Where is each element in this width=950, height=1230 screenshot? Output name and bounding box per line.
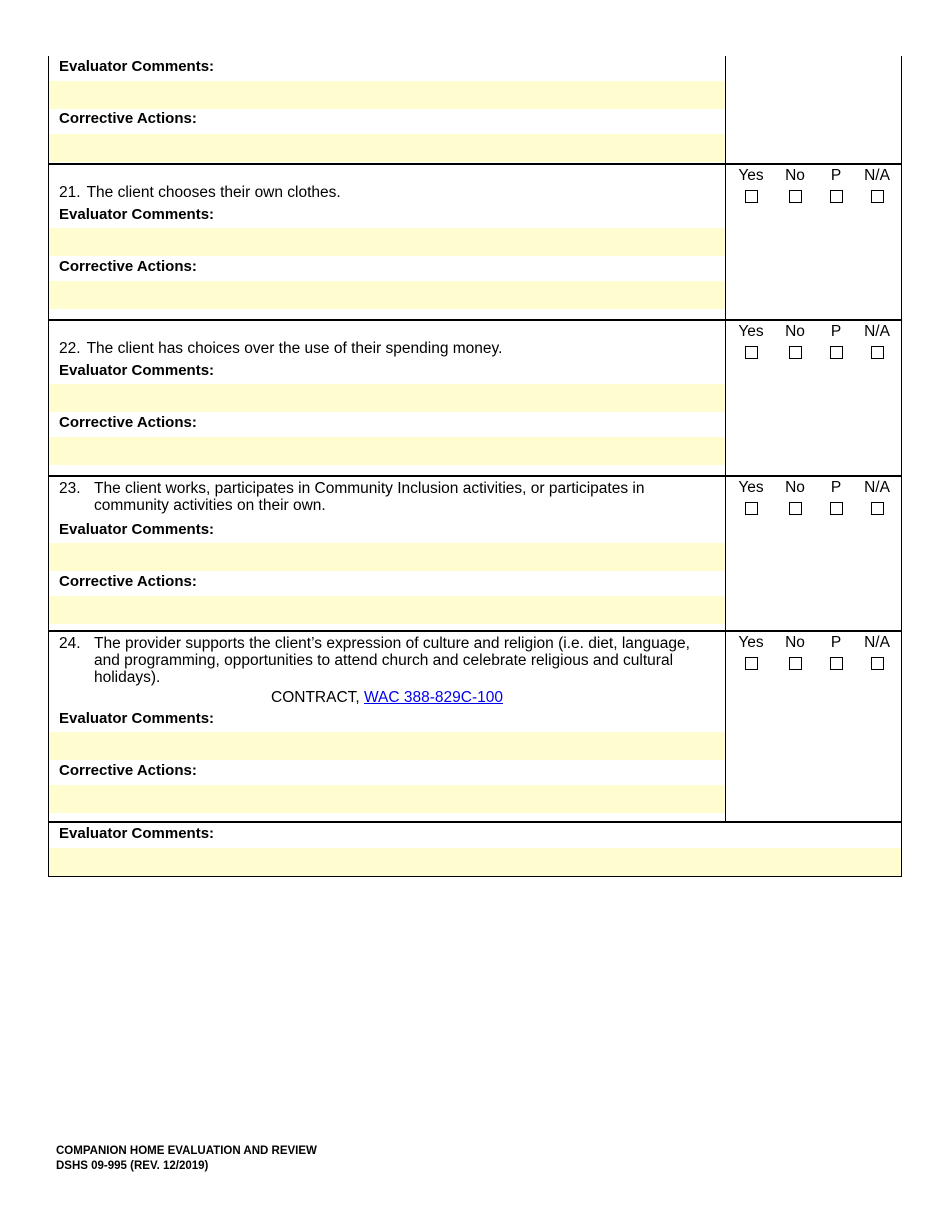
- option-na-label: N/A: [864, 634, 890, 651]
- na-checkbox[interactable]: [871, 346, 884, 359]
- evaluator-comments-label: Evaluator Comments:: [59, 362, 215, 379]
- final-evaluator-comments-field[interactable]: [49, 848, 901, 876]
- p-checkbox[interactable]: [830, 657, 843, 670]
- corrective-actions-field[interactable]: [49, 596, 725, 624]
- question-22: [48, 319, 902, 475]
- evaluator-comments-field[interactable]: [49, 384, 725, 412]
- na-checkbox[interactable]: [871, 657, 884, 670]
- question-24: [48, 630, 902, 821]
- evaluator-comments-label: Evaluator Comments:: [59, 206, 215, 223]
- evaluator-comments-label: Evaluator Comments:: [59, 710, 215, 727]
- p-checkbox[interactable]: [830, 502, 843, 515]
- option-na-label: N/A: [864, 167, 890, 184]
- corrective-actions-field[interactable]: [49, 134, 725, 162]
- option-yes-label: Yes: [738, 479, 764, 496]
- yes-checkbox[interactable]: [745, 190, 758, 203]
- reference-prefix: CONTRACT,: [271, 689, 364, 706]
- form-title: COMPANION HOME EVALUATION AND REVIEW: [56, 1145, 317, 1157]
- option-na-label: N/A: [864, 479, 890, 496]
- option-no-label: No: [785, 479, 805, 496]
- option-yes-label: Yes: [738, 634, 764, 651]
- corrective-actions-field[interactable]: [49, 437, 725, 465]
- yes-checkbox[interactable]: [745, 346, 758, 359]
- option-na-label: N/A: [864, 323, 890, 340]
- option-p-label: P: [830, 634, 842, 651]
- evaluator-comments-field[interactable]: [49, 228, 725, 256]
- no-checkbox[interactable]: [789, 657, 802, 670]
- no-checkbox[interactable]: [789, 502, 802, 515]
- evaluator-comments-field[interactable]: [49, 81, 725, 109]
- evaluator-comments-label: Evaluator Comments:: [59, 825, 215, 842]
- p-checkbox[interactable]: [830, 346, 843, 359]
- question-text: The client chooses their own clothes.: [86, 184, 341, 201]
- wac-reference-link[interactable]: WAC 388-829C-100: [364, 689, 503, 706]
- option-p-label: P: [830, 323, 842, 340]
- form-number: DSHS 09-995 (REV. 12/2019): [56, 1160, 209, 1172]
- no-checkbox[interactable]: [789, 346, 802, 359]
- evaluator-comments-field[interactable]: [49, 732, 725, 760]
- p-checkbox[interactable]: [830, 190, 843, 203]
- yes-checkbox[interactable]: [745, 502, 758, 515]
- option-no-label: No: [785, 323, 805, 340]
- corrective-actions-field[interactable]: [49, 281, 725, 309]
- reference-line: [49, 688, 725, 710]
- yes-checkbox[interactable]: [745, 657, 758, 670]
- option-yes-label: Yes: [738, 323, 764, 340]
- corrective-actions-label: Corrective Actions:: [59, 414, 197, 431]
- question-text: The provider supports the client’s expression of culture and religion (i.e. diet, language, and programming, opportunities to attend church and celebrate religious and cultural holidays).: [94, 635, 690, 686]
- corrective-actions-label: Corrective Actions:: [59, 258, 197, 275]
- corrective-actions-label: Corrective Actions:: [59, 762, 197, 779]
- na-checkbox[interactable]: [871, 190, 884, 203]
- corrective-actions-label: Corrective Actions:: [59, 573, 197, 590]
- question-text: The client has choices over the use of their spending money.: [86, 340, 503, 357]
- evaluation-table: [48, 56, 902, 877]
- option-no-label: No: [785, 167, 805, 184]
- question-number: 23.: [59, 480, 81, 497]
- evaluator-comments-label: Evaluator Comments:: [59, 58, 215, 75]
- question-23: [48, 475, 902, 630]
- evaluator-comments-field[interactable]: [49, 543, 725, 571]
- option-p-label: P: [830, 479, 842, 496]
- no-checkbox[interactable]: [789, 190, 802, 203]
- question-number: 22.: [59, 340, 81, 357]
- question-number: 21.: [59, 184, 81, 201]
- option-p-label: P: [830, 167, 842, 184]
- section-20-continued: [48, 56, 902, 163]
- question-21: [48, 163, 902, 319]
- question-number: 24.: [59, 635, 81, 652]
- na-checkbox[interactable]: [871, 502, 884, 515]
- corrective-actions-label: Corrective Actions:: [59, 110, 197, 127]
- evaluator-comments-label: Evaluator Comments:: [59, 521, 215, 538]
- page-footer: [56, 1144, 317, 1174]
- option-yes-label: Yes: [738, 167, 764, 184]
- option-no-label: No: [785, 634, 805, 651]
- corrective-actions-field[interactable]: [49, 785, 725, 813]
- question-text: The client works, participates in Community Inclusion activities, or participates in community activities on their own.: [94, 480, 645, 514]
- final-comments-section: [48, 821, 902, 877]
